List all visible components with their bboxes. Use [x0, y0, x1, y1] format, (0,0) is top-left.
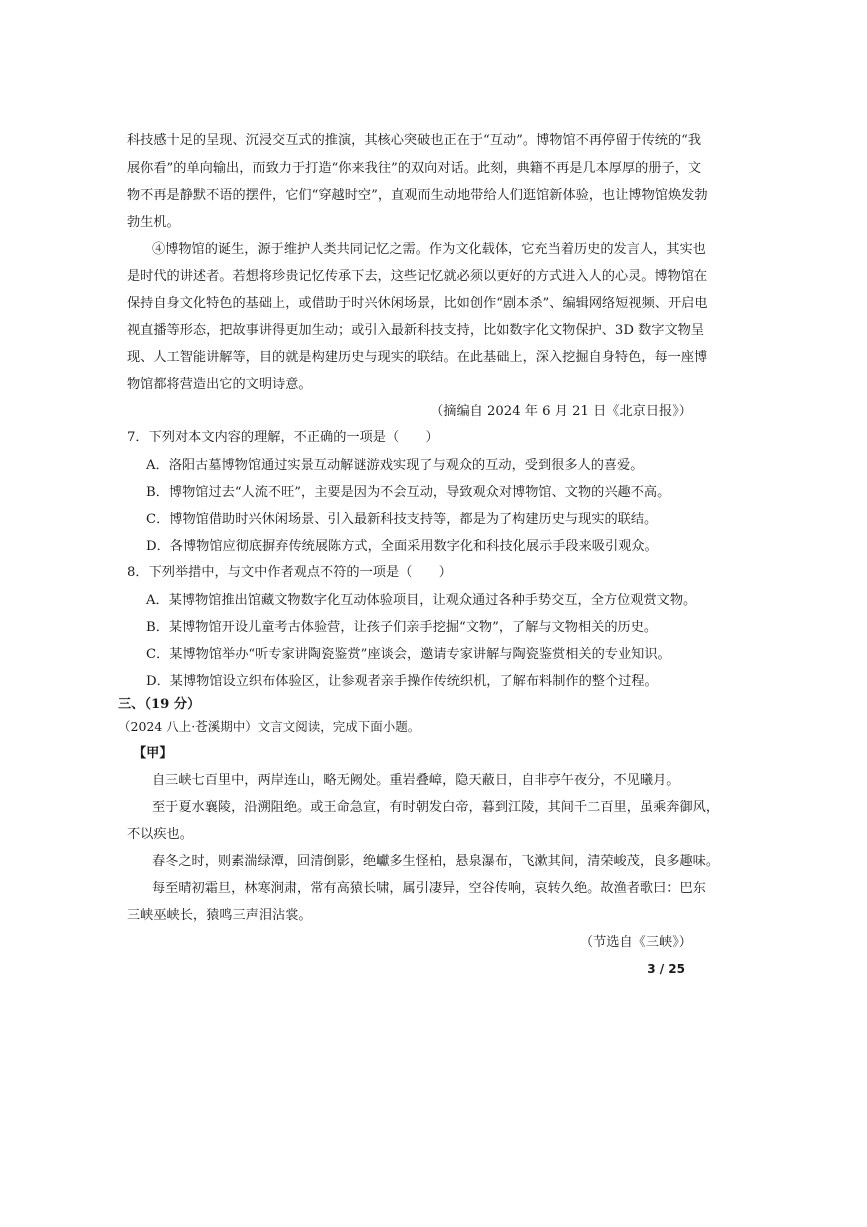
- passage-line: 保持自身文化特色的基础上，或借助于时兴休闲场景，比如创作“剧本杀”、编辑网络短视频、开启电: [127, 296, 708, 311]
- classical-text-line: 每至晴初霜旦，林寒涧肃，常有高猿长啸，属引凄异，空谷传响，哀转久绝。故渔者歌曰：巴东: [152, 881, 706, 896]
- question-7-option-d: D．各博物馆应彻底摒弃传统展陈方式，全面采用数字化和科技化展示手段来吸引观众。: [146, 539, 658, 554]
- classical-text-line: 自三峡七百里中，两岸连山，略无阙处。重岩叠嶂，隐天蔽日，自非亭午夜分，不见曦月。: [152, 773, 680, 788]
- question-7-stem: 7．下列对本文内容的理解，不正确的一项是（ ）: [127, 430, 439, 445]
- passage-source: （摘编自 2024 年 6 月 21 日《北京日报》）: [430, 404, 692, 419]
- page-number: 3 / 25: [647, 962, 685, 976]
- passage-line: 视直播等形态，把故事讲得更加生动；或引入最新科技支持，比如数字化文物保护、3D 数字文物呈: [127, 323, 705, 338]
- classical-text-line: 春冬之时，则素湍绿潭，回清倒影，绝巘多生怪柏，悬泉瀑布，飞漱其间，清荣峻茂，良多趣味。: [152, 854, 720, 869]
- question-8-stem: 8．下列举措中，与文中作者观点不符的一项是（ ）: [127, 565, 452, 580]
- question-7-option-b: B．博物馆过去“人流不旺”，主要是因为不会互动，导致观众对博物馆、文物的兴趣不高。: [146, 485, 671, 500]
- passage-line: 物馆都将营造出它的文明诗意。: [127, 377, 312, 392]
- classical-text-line: 不以疾也。: [127, 827, 193, 842]
- passage-line: 展你看”的单向输出，而致力于打造“你来我往”的双向对话。此刻，典籍不再是几本厚厚的册子，文: [127, 161, 702, 176]
- question-8-option-b: B．某博物馆开设儿童考古体验营，让孩子们亲手挖掘“文物”，了解与文物相关的历史。: [146, 620, 658, 635]
- classical-source: （节选自《三峡》）: [579, 935, 692, 950]
- passage-line: 物不再是静默不语的摆件，它们“穿越时空”，直观而生动地带给人们逛馆新体验，也让博物馆焕发勃: [127, 188, 708, 203]
- question-8-option-d: D．某博物馆设立织布体验区，让参观者亲手操作传统织机，了解布料制作的整个过程。: [146, 674, 658, 689]
- passage-line: 是时代的讲述者。若想将珍贵记忆传承下去，这些记忆就必须以更好的方式进入人的心灵。博物馆在: [127, 269, 708, 284]
- question-8-option-c: C．某博物馆举办“听专家讲陶瓷鉴赏”座谈会，邀请专家讲解与陶瓷鉴赏相关的专业知识。: [146, 647, 671, 662]
- section-heading: 三、（19 分）: [118, 697, 201, 712]
- question-7-option-a: A．洛阳古墓博物馆通过实景互动解谜游戏实现了与观众的互动，受到很多人的喜爱。: [146, 458, 644, 473]
- section-intro: （2024 八上·苍溪期中）文言文阅读，完成下面小题。: [118, 719, 421, 734]
- passage-line: ④博物馆的诞生，源于维护人类共同记忆之需。作为文化载体，它充当着历史的发言人，其实也: [152, 242, 706, 257]
- classical-text-line: 三峡巫峡长，猿鸣三声泪沾裳。: [127, 908, 312, 923]
- passage-line: 科技感十足的呈现、沉浸交互式的推演，其核心突破也正在于“互动”。博物馆不再停留于传统的“我: [127, 133, 702, 148]
- passage-line: 现、人工智能讲解等，目的就是构建历史与现实的联结。在此基础上，深入挖掘自身特色，每一座博: [127, 350, 708, 365]
- passage-line: 勃生机。: [127, 215, 180, 230]
- text-label-jia: 【甲】: [133, 746, 173, 761]
- question-7-option-c: C．博物馆借助时兴休闲场景、引入最新科技支持等，都是为了构建历史与现实的联结。: [146, 512, 658, 527]
- classical-text-line: 至于夏水襄陵，沿溯阻绝。或王命急宣，有时朝发白帝，暮到江陵，其间千二百里，虽乘奔御风，: [152, 800, 720, 815]
- question-8-option-a: A．某博物馆推出馆藏文物数字化互动体验项目，让观众通过各种手势交互，全方位观赏文物。: [146, 593, 697, 608]
